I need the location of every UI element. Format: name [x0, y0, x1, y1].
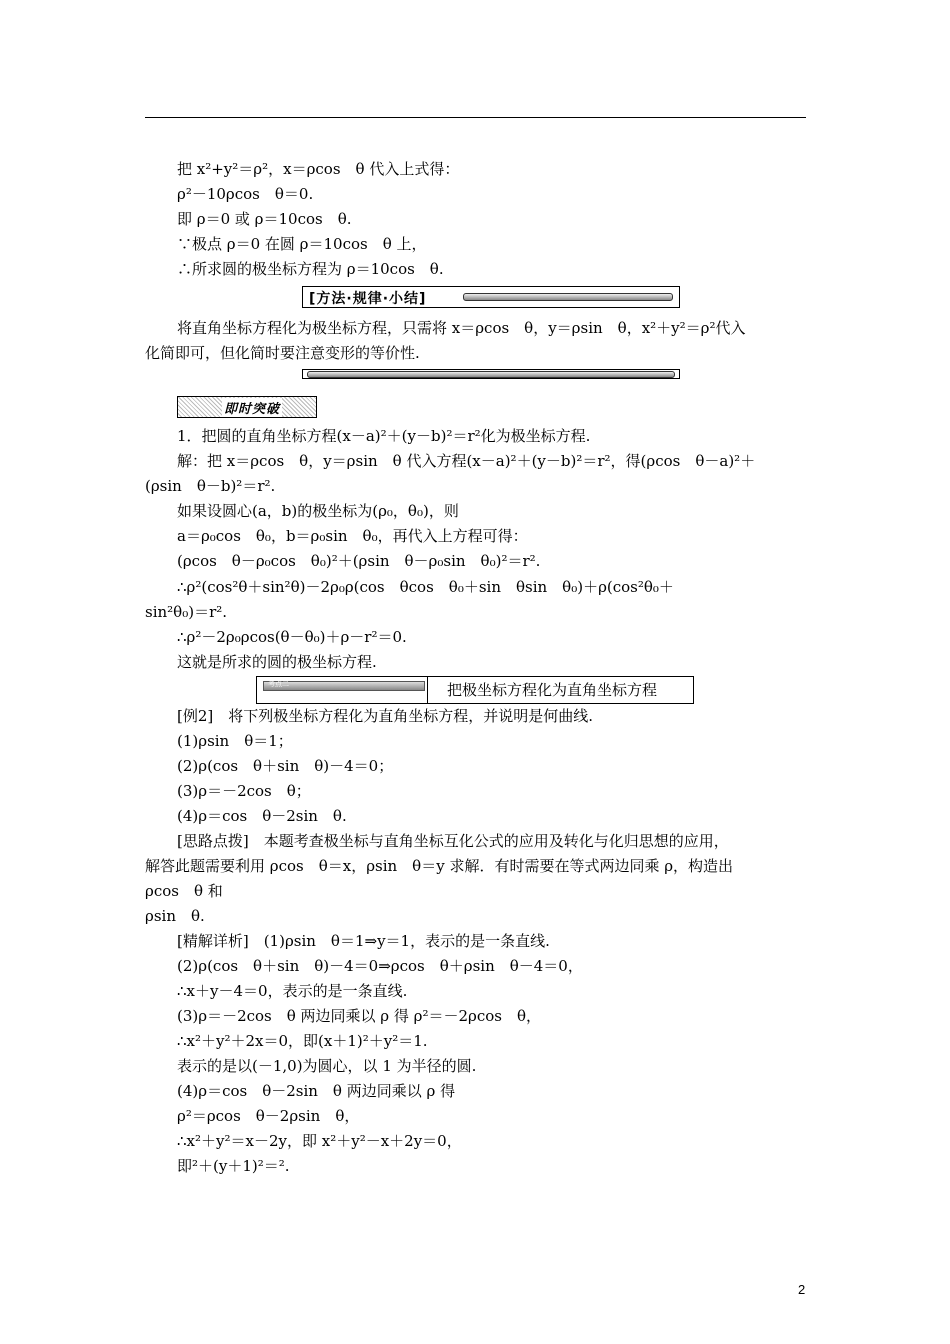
banner-divider	[427, 677, 428, 703]
instant-breakthrough-banner	[177, 396, 317, 418]
text-line: ρ²＝ρcos θ－2ρsin θ，	[177, 1107, 360, 1125]
text-line: 即²＋(y＋1)²＝².	[177, 1157, 290, 1175]
text-line: (2)ρ(cos θ＋sin θ)－4＝0；	[177, 757, 394, 775]
text-line: ρcos θ 和	[145, 882, 223, 900]
text-line: ∴ρ²－2ρ₀ρcos(θ－θ₀)＋ρ－r²＝0.	[177, 628, 407, 646]
method-summary-end-banner	[302, 369, 680, 379]
text-line: 表示的是以(－1,0)为圆心，以 1 为半径的圆.	[177, 1057, 477, 1075]
text-line: ρ²－10ρcos θ＝0.	[177, 185, 314, 203]
text-line: 解答此题需要利用 ρcos θ＝x，ρsin θ＝y 求解．有时需要在等式两边同乘 ρ，构造出	[145, 857, 734, 875]
text-line: ∴x²＋y²＝x－2y，即 x²＋y²－x＋2y＝0，	[177, 1132, 462, 1150]
text-line: [思路点拨] 本题考查极坐标与直角坐标互化公式的应用及转化与化归思想的应用，	[177, 832, 729, 850]
method-summary-banner	[302, 286, 680, 308]
text-line: (ρcos θ－ρ₀cos θ₀)²＋(ρsin θ－ρ₀sin θ₀)²＝r².	[177, 552, 541, 570]
text-line: (3)ρ＝－2cos θ 两边同乘以 ρ 得 ρ²＝－2ρcos θ，	[177, 1007, 542, 1025]
text-line: [例2] 将下列极坐标方程化为直角坐标方程，并说明是何曲线.	[177, 707, 594, 725]
text-line: 把 x²+y²＝ρ²，x＝ρcos θ 代入上式得：	[177, 160, 460, 178]
topic-two-banner	[256, 676, 694, 704]
topic-title: 把极坐标方程化为直角坐标方程	[447, 681, 658, 699]
text-line: (ρsin θ－b)²＝r².	[145, 477, 276, 495]
text-line: (1)ρsin θ＝1；	[177, 732, 293, 750]
text-line: 1．把圆的直角坐标方程(x－a)²＋(y－b)²＝r²化为极坐标方程.	[177, 427, 591, 445]
text-line: 将直角坐标方程化为极坐标方程，只需将 x＝ρcos θ，y＝ρsin θ，x²＋y²＝ρ²代入	[177, 319, 746, 337]
banner-bar	[307, 371, 675, 378]
text-line: a＝ρ₀cos θ₀，b＝ρ₀sin θ₀，再代入上方程可得：	[177, 527, 528, 545]
text-line: (4)ρ＝cos θ－2sin θ 两边同乘以 ρ 得	[177, 1082, 456, 1100]
text-line: 如果设圆心(a，b)的极坐标为(ρ₀，θ₀)，则	[177, 502, 459, 520]
header-rule	[145, 117, 806, 118]
text-line: ρsin θ.	[145, 907, 205, 925]
text-line: (2)ρ(cos θ＋sin θ)－4＝0⇒ρcos θ＋ρsin θ－4＝0，	[177, 957, 583, 975]
instant-breakthrough-label: 即时突破	[222, 398, 282, 417]
text-line: (4)ρ＝cos θ－2sin θ.	[177, 807, 347, 825]
text-line: ∴x²＋y²＋2x＝0，即(x＋1)²＋y²＝1.	[177, 1032, 428, 1050]
text-line: sin²θ₀)＝r².	[145, 603, 228, 621]
text-line: ∵极点 ρ＝0 在圆 ρ＝10cos θ 上，	[177, 235, 427, 253]
topic-tag	[263, 681, 425, 691]
text-line: 这就是所求的圆的极坐标方程.	[177, 653, 377, 671]
text-line: ∴ρ²(cos²θ＋sin²θ)－2ρ₀ρ(cos θcos θ₀＋sin θsin θ₀)＋ρ(cos²θ₀＋	[177, 578, 674, 596]
topic-tag-label: 考点二	[268, 680, 289, 688]
text-line: 即 ρ＝0 或 ρ＝10cos θ.	[177, 210, 352, 228]
text-line: 化简即可，但化简时要注意变形的等价性.	[145, 344, 420, 362]
method-summary-label: [方法·规律·小结]	[309, 291, 427, 307]
text-line: (3)ρ＝－2cos θ；	[177, 782, 311, 800]
banner-bar	[463, 293, 673, 301]
text-line: [精解详析] (1)ρsin θ＝1⇒y＝1，表示的是一条直线.	[177, 932, 550, 950]
text-line: 解：把 x＝ρcos θ，y＝ρsin θ 代入方程(x－a)²＋(y－b)²＝r²，得(ρcos θ－a)²＋	[177, 452, 756, 470]
text-line: ∴所求圆的极坐标方程为 ρ＝10cos θ.	[177, 260, 444, 278]
page-number: 2	[798, 1282, 806, 1297]
text-line: ∴x＋y－4＝0，表示的是一条直线.	[177, 982, 408, 1000]
